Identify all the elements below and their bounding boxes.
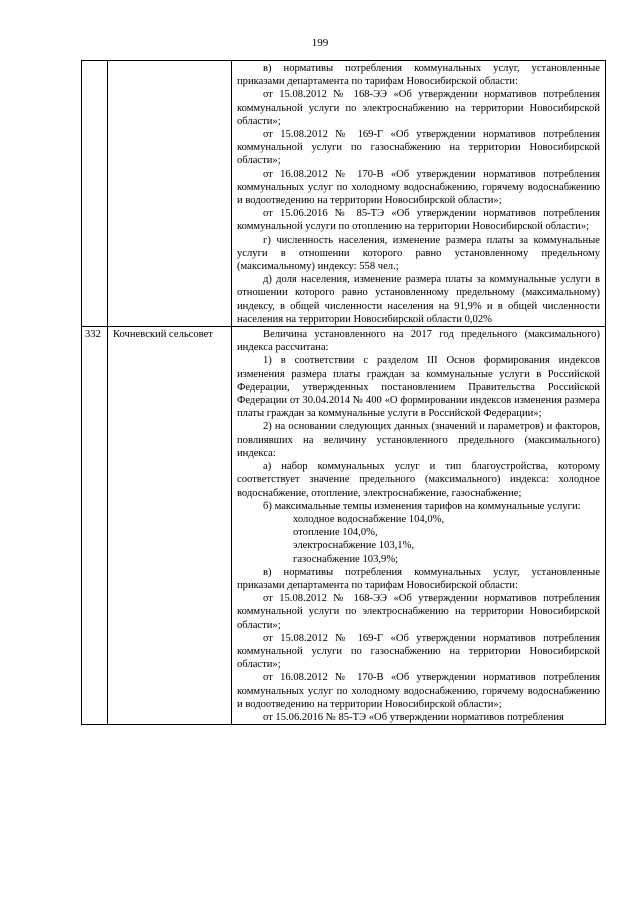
municipal-index-table — [81, 60, 606, 725]
description-paragraph: от 15.08.2012 № 169-Г «Об утверждении нормативов потребления коммунальной услуги по газоснабжению на территории Новосибирской области»; — [237, 632, 600, 671]
page-number: 199 — [311, 37, 329, 49]
description-paragraph: г) численность населения, изменение размера платы за коммунальные услуги в отношении которого равно установленному предельному (максимальному) индексу: 558 чел.; — [237, 234, 600, 273]
description-paragraph: в) нормативы потребления коммунальных услуг, установленные приказами департамента по тарифам Новосибирской области: — [237, 63, 600, 88]
description-paragraph: д) доля населения, изменение размера платы за коммунальные услуги в отношении которого равно установленному предельному (максимальному) индексу, в общей численности населения на 91,9% и в общей численности населения на территории Новосибирской области 0,02% — [237, 274, 600, 325]
description-paragraph: отопление 104,0%, — [293, 527, 378, 539]
description-paragraph: Величина установленного на 2017 год предельного (максимального) индекса рассчитана: — [237, 329, 600, 354]
table-row — [82, 61, 606, 327]
description-paragraph: б) максимальные темпы изменения тарифов на коммунальные услуги: — [263, 500, 581, 512]
description-paragraph: 2) на основании следующих данных (значений и параметров) и факторов, повлиявших на величину установленного предельного (максимального) индекса: — [237, 421, 600, 459]
description-paragraph: от 15.08.2012 № 168-ЭЭ «Об утверждении нормативов потребления коммунальной услуги по электроснабжению на территории Новосибирской области»; — [237, 593, 600, 631]
description-paragraph: а) набор коммунальных услуг и тип благоустройства, которому соответствует значение предельного (максимального) индекса: холодное водоснабжение, отопление, электроснабжение, газоснабжение; — [237, 461, 600, 499]
description-cell — [232, 61, 606, 327]
municipality-name-cell: Кочневский сельсовет — [108, 327, 232, 725]
description-paragraph: электроснабжение 103,1%, — [293, 540, 415, 552]
description-paragraph: от 16.08.2012 № 170-В «Об утверждении нормативов потребления коммунальных услуг по холодному водоснабжению, горячему водоснабжению и водоотведению на территории Новосибирской области»; — [237, 672, 600, 710]
description-cell — [232, 327, 606, 725]
description-paragraph: от 15.08.2012 № 168-ЭЭ «Об утверждении нормативов потребления коммунальной услуги по электроснабжению на территории Новосибирской области»; — [237, 89, 600, 127]
description-paragraph: от 15.06.2016 № 85-ТЭ «Об утверждении нормативов потребления — [263, 711, 564, 723]
row-number-cell: 332 — [82, 327, 108, 725]
description-paragraph: газоснабжение 103,9%; — [293, 553, 399, 565]
row-number-cell — [82, 61, 108, 327]
table-row — [82, 327, 606, 725]
description-paragraph: холодное водоснабжение 104,0%, — [293, 513, 445, 525]
description-paragraph: от 15.08.2012 № 169-Г «Об утверждении нормативов потребления коммунальной услуги по газоснабжению на территории Новосибирской области»; — [237, 129, 600, 167]
description-paragraph: в) нормативы потребления коммунальных услуг, установленные приказами департамента по тарифам Новосибирской области: — [237, 566, 600, 591]
municipality-name-cell — [108, 61, 232, 327]
description-paragraph: от 15.06.2016 № 85-ТЭ «Об утверждении нормативов потребления коммунальной услуги по отоплению на территории Новосибирской области»; — [237, 208, 600, 233]
description-paragraph: 1) в соответствии с разделом III Основ формирования индексов изменения размера платы граждан за коммунальные услуги в Российской Федерации, утвержденных постановлением Правительства Российской Федерации от 30.04.2014 № 400 «О формировании индексов изменения размера платы граждан за коммунальные услуги в Российской Федерации»; — [237, 355, 600, 420]
description-paragraph: от 16.08.2012 № 170-В «Об утверждении нормативов потребления коммунальных услуг по холодному водоснабжению, горячему водоснабжению и водоотведению на территории Новосибирской области»; — [237, 168, 600, 207]
